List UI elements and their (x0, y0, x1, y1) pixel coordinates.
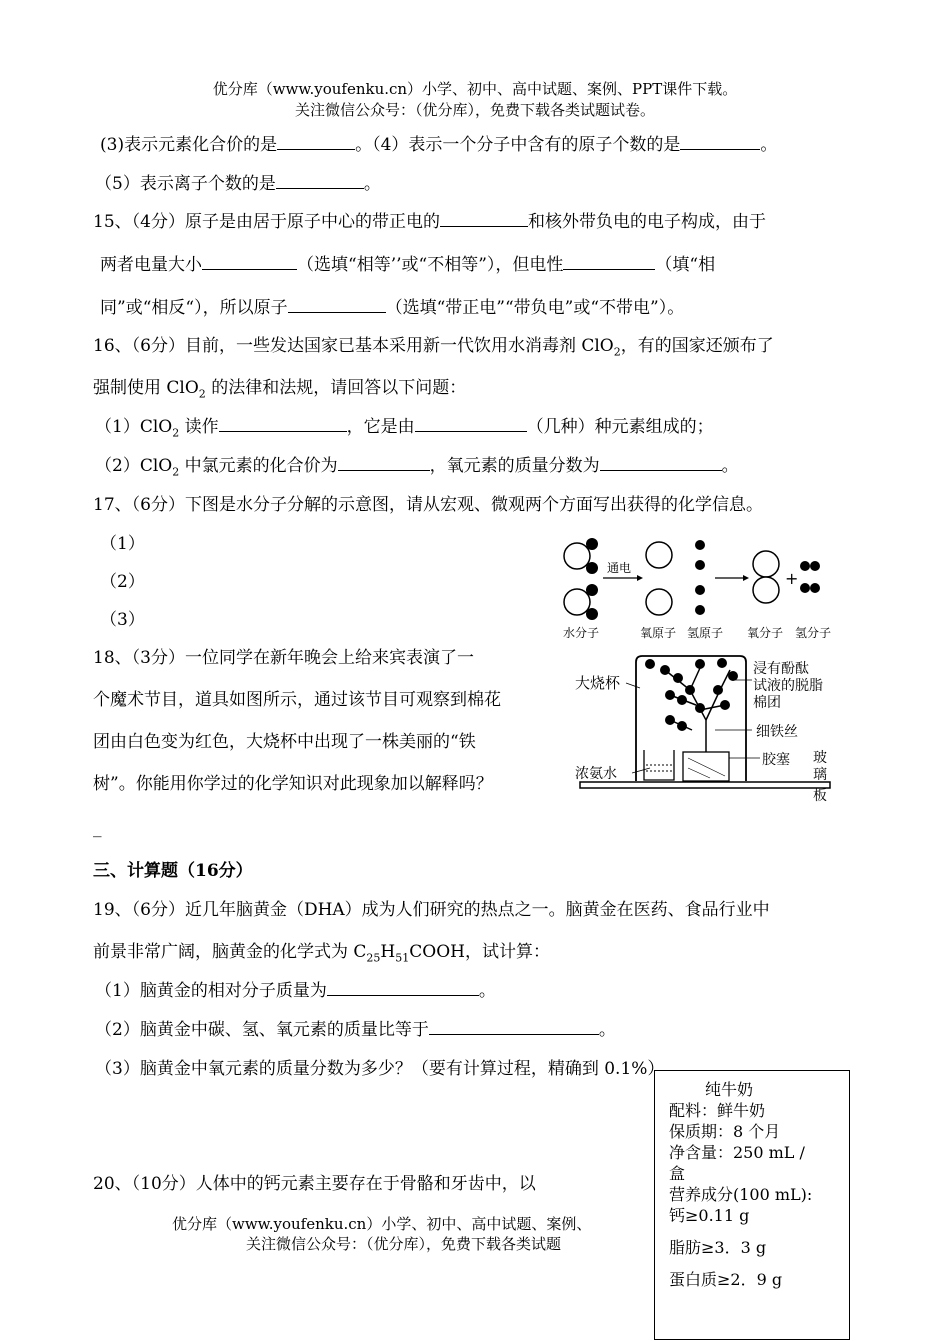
answer-blank[interactable] (563, 253, 655, 270)
milk-label-box (654, 1070, 850, 1340)
answer-blank[interactable] (415, 415, 527, 432)
q14-line-2: （5）表示离子个数的是 。 (95, 174, 381, 194)
cotton-label-1: 浸有酚酞 (753, 661, 809, 677)
water-molecule-label: 水分子 (563, 626, 600, 640)
milk-net-content: 净含量：250 mL / (669, 1143, 805, 1162)
oxygen-molecule-icon (753, 551, 779, 603)
q19-line-2: 前景非常广阔，脑黄金的化学式为 $C_{25}H_{51}COOH$，试计算： (93, 942, 550, 965)
small-beaker-icon (644, 750, 674, 780)
answer-blank[interactable] (202, 253, 297, 270)
plus-icon: + (785, 569, 799, 588)
q15-line-2: 两者电量大小 （选填“相等’’或“不相等”），但电性 （填“相 (100, 255, 716, 275)
milk-shelf-life: 保质期：8 个月 (669, 1122, 781, 1141)
glass-label-1: 玻 (813, 750, 827, 766)
glass-label-3: 板 (813, 788, 827, 804)
answer-blank[interactable] (680, 133, 760, 150)
q18-line-3: 团由白色变为红色，大烧杯中出现了一株美丽的“铁 (93, 732, 476, 752)
cotton-label-2: 试液的脱脂 (753, 678, 823, 694)
q18-line-1: 18、（3分）一位同学在新年晚会上给来宾表演了一 (93, 648, 474, 668)
hydrogen-molecule-label: 氢分子 (795, 626, 832, 640)
section-3-title: 三、计算题（16分） (93, 861, 253, 881)
cotton-balls-icon (645, 658, 738, 731)
glass-label-2: 璃 (813, 767, 827, 783)
header-line-2: 关注微信公众号：（优分库），免费下载各类试题试卷。 (294, 101, 655, 119)
q18-line-2: 个魔术节目，道具如图所示，通过该节目可观察到棉花 (93, 690, 501, 710)
answer-blank[interactable] (429, 1018, 599, 1035)
answer-blank[interactable] (327, 979, 479, 996)
q16-part-2: （2）ClO$_2$ 中氯元素的化合价为 ，氧元素的质量分数为 。 (95, 456, 739, 479)
hydrogen-atoms-icon (695, 540, 705, 615)
answer-blank[interactable] (440, 210, 528, 227)
footer-line-1: 优分库（www.youfenku.cn）小学、初中、高中试题、案例、 (172, 1215, 592, 1233)
answer-blank[interactable] (276, 172, 364, 189)
q14-line-1: (3)表示元素化合价的是 。（4）表示一个分子中含有的原子个数的是 。 (100, 135, 778, 155)
answer-blank[interactable] (277, 133, 355, 150)
milk-calcium: 钙≥0.11 g (669, 1206, 750, 1225)
hydrogen-molecule-icon (800, 561, 820, 593)
q18-answer-line: _ (93, 818, 102, 838)
stopper-label: 胶塞 (762, 752, 790, 768)
q17-answer-1: （1） (100, 534, 145, 554)
glass-plate (580, 782, 830, 788)
milk-ingredients: 配料：鲜牛奶 (669, 1101, 766, 1120)
q18-line-4: 树”。你能用你学过的化学知识对此现象加以解释吗？ (93, 774, 493, 794)
water-molecule-icon (564, 538, 598, 574)
oxygen-molecule-label: 氧分子 (747, 626, 784, 640)
oxygen-atom-icon (646, 589, 672, 615)
q15-line-1: 15、（4分）原子是由居于原子中心的带正电的 和核外带负电的电子构成，由于 (93, 212, 766, 232)
cotton-label-3: 棉团 (753, 695, 781, 711)
q19-part-3: （3）脑黄金中氧元素的质量分数为多少？（要有计算过程，精确到 0.1%） (95, 1059, 665, 1079)
header-line-1: 优分库（www.youfenku.cn）小学、初中、高中试题、案例、PPT课件下载。 (212, 80, 738, 98)
oxygen-atom-label: 氧原子 (640, 626, 677, 640)
milk-nutrition-heading: 营养成分(100 mL): (669, 1185, 813, 1204)
q17-line-1: 17、（6分）下图是水分子分解的示意图，请从宏观、微观两个方面写出获得的化学信息。 (93, 495, 763, 515)
arrow-label: 通电 (607, 561, 632, 575)
q19-line-1: 19、（6分）近几年脑黄金（DHA）成为人们研究的热点之一。脑黄金在医药、食品行业中 (93, 900, 770, 920)
q19-part-2: （2）脑黄金中碳、氢、氧元素的质量比等于 。 (95, 1020, 616, 1040)
milk-protein: 蛋白质≥2．9 g (669, 1270, 783, 1289)
q17-answer-3: （3） (100, 610, 145, 630)
beaker-label: 大烧杯 (575, 674, 621, 692)
q17-answer-2: （2） (100, 572, 145, 592)
q20-line-1: 20、（10分）人体中的钙元素主要存在于骨骼和牙齿中，以 (93, 1174, 536, 1194)
q16-line-2: 强制使用 ClO$_2$ 的法律和法规，请回答以下问题： (93, 378, 467, 401)
answer-blank[interactable] (288, 296, 386, 313)
answer-blank[interactable] (219, 415, 347, 432)
q16-part-1: （1）ClO$_2$ 读作 ，它是由 （几种）种元素组成的； (95, 417, 714, 440)
q16-line-1: 16、（6分）目前，一些发达国家已基本采用新一代饮用水消毒剂 ClO$_2$，有的国家还颁布了 (93, 336, 774, 359)
oxygen-atom-icon (646, 542, 672, 568)
milk-title: 纯牛奶 (705, 1080, 754, 1099)
ammonia-label: 浓氨水 (575, 766, 617, 782)
answer-blank[interactable] (600, 454, 722, 471)
iron-tree-diagram (570, 650, 845, 808)
answer-blank[interactable] (338, 454, 430, 471)
milk-fat: 脂肪≥3．3 g (669, 1238, 767, 1257)
water-molecule-icon (564, 584, 598, 620)
water-decomposition-diagram (555, 530, 855, 645)
q15-line-3: 同”或“相反“），所以原子 （选填“带正电”“带负电”或“不带电”）。 (100, 298, 685, 318)
milk-net-content-unit: 盒 (669, 1164, 686, 1183)
rubber-stopper-icon (683, 752, 729, 781)
footer-line-2: 关注微信公众号：（优分库），免费下载各类试题 (246, 1235, 562, 1253)
q19-part-1: （1）脑黄金的相对分子质量为 。 (95, 981, 496, 1001)
hydrogen-atom-label: 氢原子 (687, 626, 724, 640)
wire-label: 细铁丝 (756, 724, 798, 740)
